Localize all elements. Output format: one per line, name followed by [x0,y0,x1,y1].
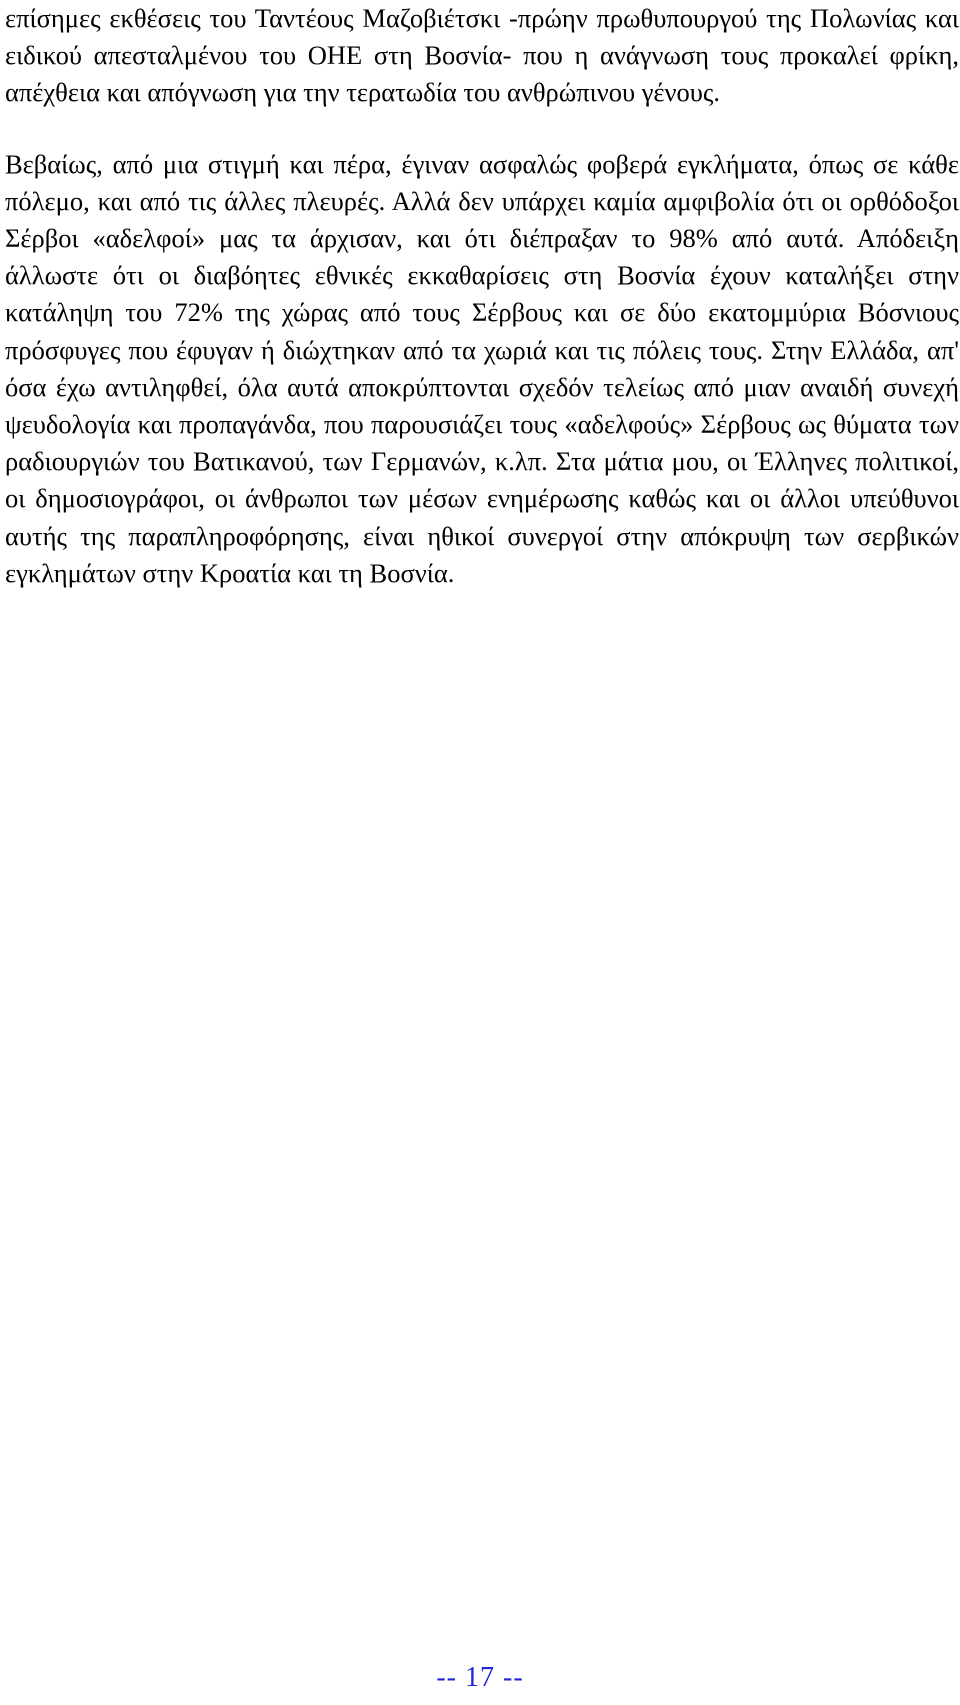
document-page [5,0,959,592]
page-number: -- 17 -- [436,1662,524,1693]
paragraph-1: επίσημες εκθέσεις του Ταντέους Μαζοβιέτσκι -πρώην πρωθυπουργού της Πολωνίας και ειδικού απεσταλμένου του ΟΗΕ στη Βοσνία- που η ανάγνωση τους προκαλεί φρίκη, απέχθεια και απόγνωση για την τερατωδία του ανθρώπινου γένους. [5,3,959,108]
paragraph-2: Βεβαίως, από μια στιγμή και πέρα, έγιναν ασφαλώς φοβερά εγκλήματα, όπως σε κάθε πόλεμο, και από τις άλλες πλευρές. Αλλά δεν υπάρχει καμία αμφιβολία ότι οι ορθόδοξοι Σέρβοι «αδελφοί» μας τα άρχισαν, και ότι διέπραξαν το 98% από αυτά. Απόδειξη άλλωστε ότι οι διαβόητες εθνικές εκκαθαρίσεις στη Βοσνία έχουν καταλήξει στην κατάληψη του 72% της χώρας από τους Σέρβους και σε δύο εκατομμύρια Βόσνιους πρόσφυγες που έφυγαν ή διώχτηκαν από τα χωριά και τις πόλεις τους. Στην Ελλάδα, απ' όσα έχω αντιληφθεί, όλα αυτά αποκρύπτονται σχεδόν τελείως από μιαν αναιδή συνεχή ψευδολογία και προπαγάνδα, που παρουσιάζει τους «αδελφούς» Σέρβους ως θύματα των ραδιουργιών του Βατικανού, των Γερμανών, κ.λπ. Στα μάτια μου, οι Έλληνες πολιτικοί, οι δημοσιογράφοι, οι άνθρωποι των μέσων ενημέρωσης καθώς και οι άλλοι υπεύθυνοι αυτής της παραπληροφόρησης, είναι ηθικοί συνεργοί στην απόκρυψη των σερβικών εγκλημάτων στην Κροατία και τη Βοσνία. [5,148,959,588]
